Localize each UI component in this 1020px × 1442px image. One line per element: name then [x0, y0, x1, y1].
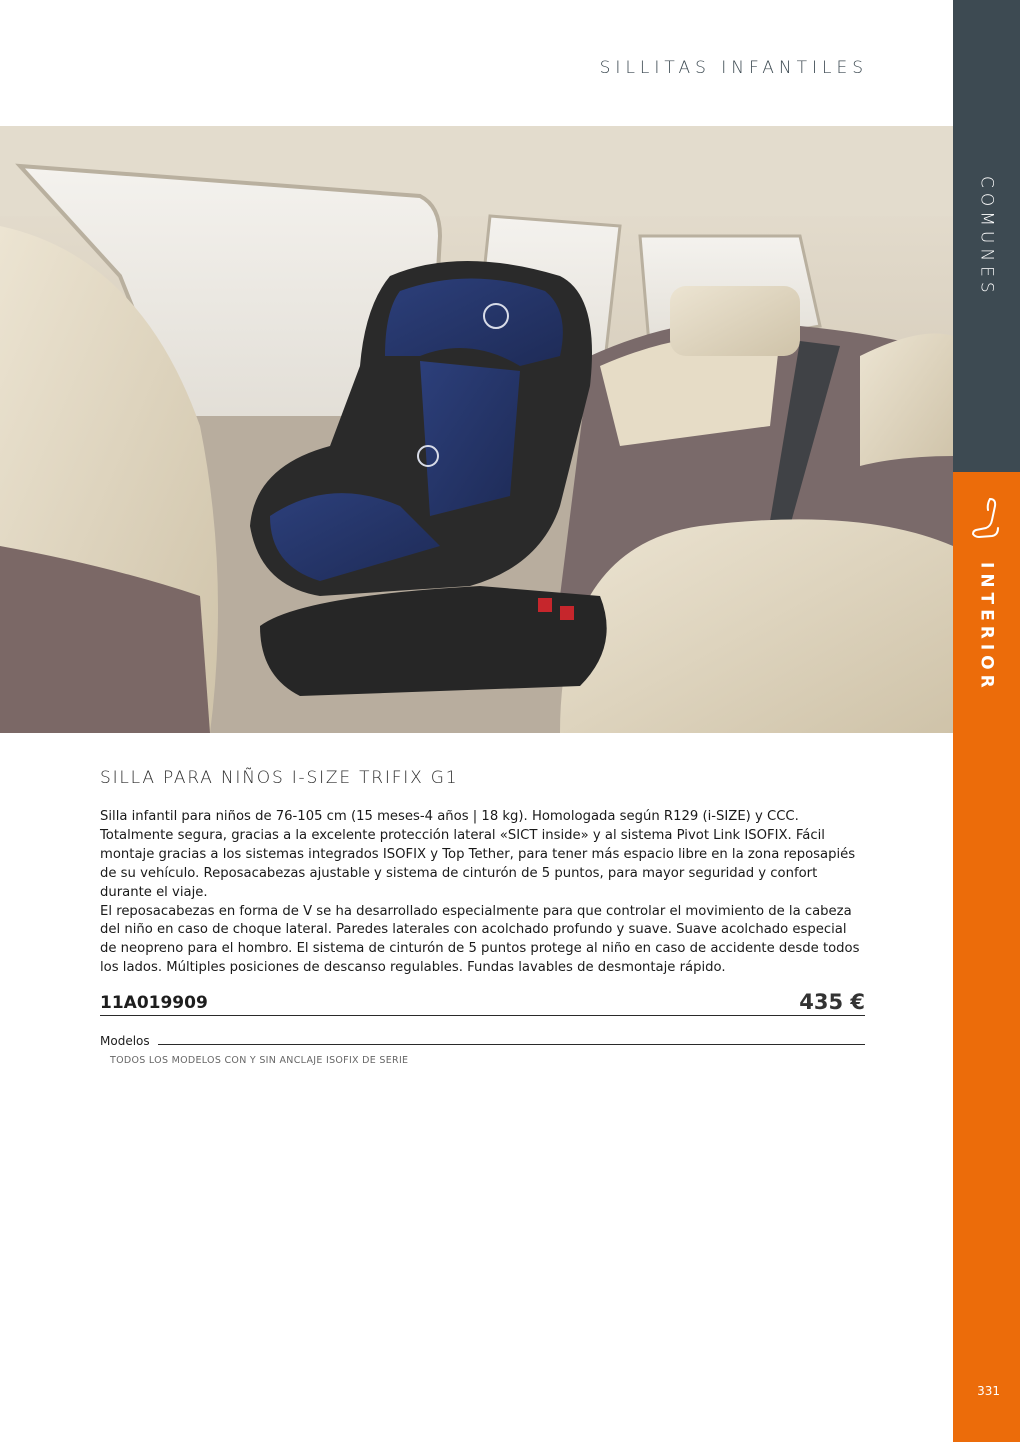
price: 435 €: [799, 990, 865, 1014]
product-description: [100, 808, 866, 978]
divider: [100, 1015, 865, 1016]
product-title: SILLA PARA NIÑOS I-SIZE TRIFIX G1: [100, 768, 459, 788]
part-number: 11A019909: [100, 993, 208, 1013]
divider: [158, 1044, 865, 1045]
product-photo: [0, 126, 953, 733]
car-seat-icon: [970, 496, 1002, 540]
sidebar-tab-comunes[interactable]: COMUNES: [976, 176, 997, 298]
car-seat-photo-illustration: [0, 126, 953, 733]
description-paragraph: Silla infantil para niños de 76-105 cm (15 meses-4 años | 18 kg). Homologada según R129 (i-SIZE) y CCC. Totalmente segura, gracias a la excelente protección lateral «SICT inside» y al sistema Pivot Link ISOFIX. Fácil montaje gracias a los sistemas integrados ISOFIX y Top Tether, para tener más espacio libre en la zona reposapiés de su vehículo. Reposacabezas ajustable y sistema de cinturón de 5 puntos, para mayor seguridad y confort durante el viaje.: [100, 809, 856, 900]
sidebar-tab-interior[interactable]: INTERIOR: [976, 562, 997, 693]
models-label: Modelos: [100, 1034, 158, 1048]
page-number: 331: [977, 1384, 1000, 1398]
description-paragraph: El reposacabezas en forma de V se ha desarrollado especialmente para que controlar el movimiento de la cabeza del niño en caso de choque lateral. Paredes laterales con acolchado profundo y suave. Suave acolchado especial de neopreno para el hombro. El sistema de cinturón de 5 puntos protege al niño en caso de accidente desde todos los lados. Múltiples posiciones de descanso regulables. Fundas lavables de desmontaje rápido.: [100, 903, 860, 976]
models-value: TODOS LOS MODELOS CON Y SIN ANCLAJE ISOFIX DE SERIE: [110, 1055, 409, 1066]
section-title: SILLITAS INFANTILES: [599, 58, 868, 78]
